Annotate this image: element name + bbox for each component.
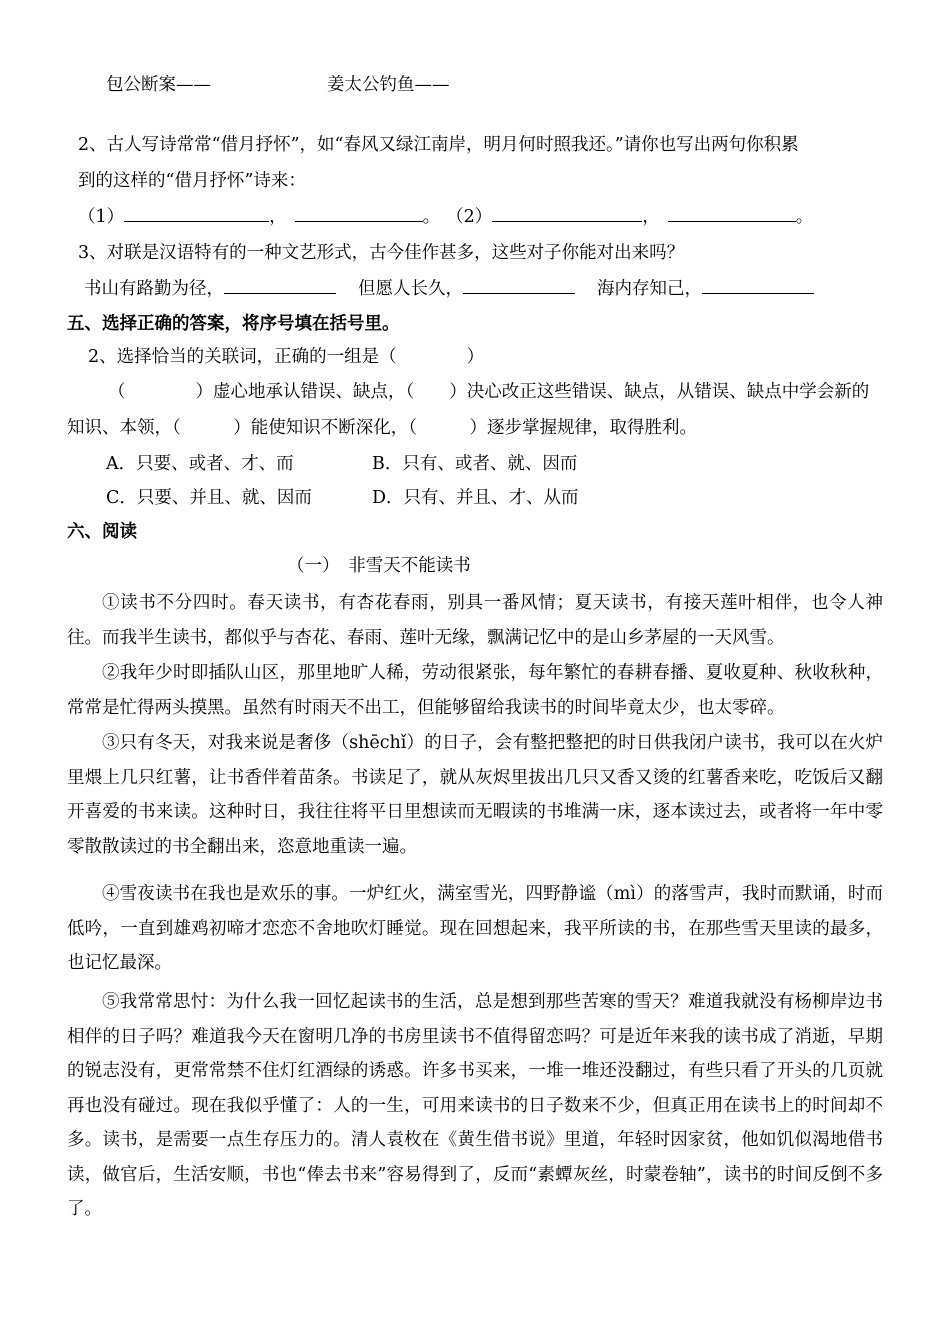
section-5-heading: 五、选择正确的答案，将序号填在括号里。 [67,314,400,334]
question-2-line-1: 2、古人写诗常常“借月抒怀”，如“春风又绿江南岸，明月何时照我还。”请你也写出两句你积累 [78,135,799,155]
answer-label-1: （1） [78,207,125,227]
paragraph-1: ①读书不分四时。春天读书，有杏花春雨，别具一番风情；夏天读书，有接天莲叶相伴，也令人神往。而我半生读书，都似乎与杏花、春雨、莲叶无缘，飘满记忆中的是山乡茅屋的一天风雪。 [67,593,883,648]
question-2-line-2: 到的这样的“借月抒怀”诗来： [78,171,306,191]
answer-comma-2: ， [642,207,660,227]
couplet-blank-1[interactable] [224,277,336,294]
paragraph-2: ②我年少时即插队山区，那里地旷人稀，劳动很紧张，每年繁忙的春耕春播、夏收夏种、秋收秋种，常常是忙得两头摸黑。虽然有时雨天不出工，但能够留给我读书的时间毕竟太少，也太零碎。 [67,663,883,718]
couplet-1: 书山有路勤为径， [84,279,224,299]
section-5-sentence-line-1: （ ）虚心地承认错误、缺点，（ ）决心改正这些错误、缺点，从错误、缺点中学会新的 [108,382,870,402]
option-b[interactable]: B．只有、或者、就、因而 [372,454,578,474]
section-5-question-2: 2、选择恰当的关联词，正确的一组是（ ） [88,347,485,367]
section-5-sentence-line-2: 知识、本领，（ ）能使知识不断深化，（ ）逐步掌握规律，取得胜利。 [67,418,697,438]
answer-blank-1a[interactable] [124,205,269,222]
section-6-heading: 六、阅读 [67,522,137,542]
idiom-item-1: 包公断案—— [106,75,211,95]
paragraph-4: ④雪夜读书在我也是欢乐的事。一炉红火，满室雪光，四野静谧（mì）的落雪声，我时而默诵，时而低吟，一直到雄鸡初啼才恋恋不舍地吹灯睡觉。现在回想起来，我平所读的书，在那些雪天里读的最多，也记忆最深。 [67,884,883,973]
answer-blank-1b[interactable] [295,205,423,222]
paragraph-3: ③只有冬天，对我来说是奢侈（shēchǐ）的日子，会有整把整把的时日供我闭户读书，我可以在火炉里煨上几只红薯，让书香伴着苗条。书读足了，就从灰烬里拔出几只又香又烫的红薯香来吃，吃饭后又翻开喜爱的书来读。这种时日，我往往将平日里想读而无暇读的书堆满一床，逐本读过去，或者将一年中零零散散读过的书全翻出来，恣意地重读一遍。 [67,733,883,857]
couplet-blank-3[interactable] [702,277,814,294]
couplet-blank-2[interactable] [463,277,575,294]
couplet-2: 但愿人长久， [358,279,463,299]
couplet-row [84,277,814,301]
couplet-3: 海内存知己， [597,279,702,299]
answer-period-1: 。 [422,207,441,227]
answer-label-2: （2） [446,207,493,227]
option-a[interactable]: A．只要、或者、才、而 [106,454,294,474]
answer-blank-2b[interactable] [668,205,796,222]
answer-blank-2a[interactable] [492,205,642,222]
question-3: 3、对联是汉语特有的一种文艺形式，古今佳作甚多，这些对子你能对出来吗？ [78,243,685,263]
option-c[interactable]: C．只要、并且、就、因而 [106,488,312,508]
answer-period-2: 。 [795,207,814,227]
option-d[interactable]: D．只有、并且、才、从而 [372,488,579,508]
question-2-answer-row [78,205,813,229]
paragraph-5: ⑤我常常思忖：为什么我一回忆起读书的生活，总是想到那些苦寒的雪天？难道我就没有杨柳岸边书相伴的日子吗？难道我今天在窗明几净的书房里读书不值得留恋吗？可是近年来我的读书成了消逝，早期的锐志没有，更常常禁不住灯红酒绿的诱惑。许多书买来，一堆一堆还没翻过，有些只看了开头的几页就再也没有碰过。现在我似乎懂了：人的一生，可用来读书的日子数来不少，但真正用在读书上的时间却不多。读书，是需要一点生存压力的。清人袁枚在《黄生借书说》里道，年轻时因家贫，他如饥似渴地借书读，做官后，生活安顺，书也“俸去书来”容易得到了，反而“素蟫灰丝，时蒙卷轴”，读书的时间反倒不多了。 [67,992,883,1219]
passage-title: （一） 非雪天不能读书 [287,556,471,576]
answer-comma-1: ， [269,207,287,227]
idiom-item-2: 姜太公钓鱼—— [327,75,450,95]
